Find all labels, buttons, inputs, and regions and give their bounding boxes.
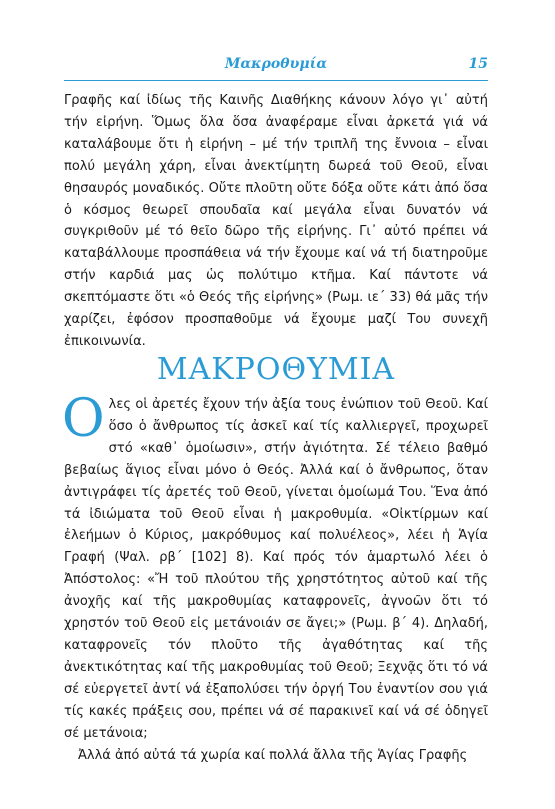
page-number: 15 — [468, 56, 488, 72]
chapter-title: ΜΑΚΡΟΘΥΜΙΑ — [156, 352, 396, 387]
continued-paragraph — [64, 90, 488, 353]
drop-cap-letter: Ο — [62, 389, 105, 449]
running-header — [64, 52, 488, 81]
paragraph-text: Γραφῆς καί ἰδίως τῆς Καινῆς Διαθήκης κάνουν λόγο γι᾽ αὐτή τήν εἰρήνη. Ὅμως ὅλα ὅσα ἀναφέραμε εἶναι ἀρκετά γιά νά καταλάβουμε ὅτι ἡ εἰρήνη – μέ τήν τριπλῆ της ἔννοια – εἶναι πολύ μεγάλη χάρη, εἶναι ἀνεκτίμητη δωρεά τοῦ Θεοῦ, εἶναι θησαυρός μοναδικός. Οὔτε πλοῦτη οὔτε δόξα οὔτε κάτι ἀπό ὅσα ὁ κόσμος θεωρεῖ σπουδαῖα καί μεγάλα εἶναι δυνατόν νά συγκριθοῦν μέ τό θεῖο δῶρο τῆς εἰρήνης. Γι᾽ αὐτό πρέπει νά καταβάλλουμε προσπάθεια νά τήν ἔχουμε καί νά τή διατηροῦμε στήν καρδιά μας ὡς πολύτιμο κτῆμα. Καί πάντοτε νά σκεπτόμαστε ὅτι «ὁ Θεός τῆς εἰρήνης» (Ρωμ. ιε΄ 33) θά μᾶς τήν χαρίζει, ἐφόσον προσπαθοῦμε νά ἔχουμε μαζί Του συνεχῆ ἐπικοινωνία. — [64, 93, 488, 349]
next-paragraph-start: Ἀλλά ἀπό αὐτά τά χωρία καί πολλά ἄλλα τῆς Ἁγίας Γραφῆς — [78, 747, 468, 763]
chapter-body — [62, 389, 488, 766]
opening-paragraph — [62, 389, 488, 745]
header-title: Μακροθυμία — [224, 56, 328, 72]
opening-paragraph-text: λες οἱ ἀρετές ἔχουν τήν ἀξία τους ἐνώπιον τοῦ Θεοῦ. Καί ὅσο ὁ ἄνθρωπος τίς ἀσκεῖ καί τίς καλλιεργεῖ, προχωρεῖ στό «καθ᾽ ὁμοίωσιν», στήν ἁγιότητα. Σέ τέλειο βαθμό βεβαίως ἅγιος εἶναι μόνο ὁ Θεός. Ἀλλά καί ὁ ἄνθρωπος, ὅταν ἀντιγράφει τίς ἀρετές τοῦ Θεοῦ, γίνεται ὁμοίωμά Του. Ἕνα ἀπό τά ἰδιώματα τοῦ Θεοῦ εἶναι ἡ μακροθυμία. «Οἰκτίρμων καί ἐλεήμων ὁ Κύριος, μακρόθυμος καί πολυέλεος», λέει ἡ Ἁγία Γραφή (Ψαλ. ρβ΄ [102] 8). Καί πρός τόν ἁμαρτωλό λέει ὁ Ἀπόστολος: «Ἤ τοῦ πλούτου τῆς χρηστότητος αὐτοῦ καί τῆς ἀνοχῆς καί τῆς μακροθυμίας καταφρονεῖς, ἀγνοῶν ὅτι τό χρηστόν τοῦ Θεοῦ εἰς μετάνοιάν σε ἄγει;» (Ρωμ. β΄ 4). Δηλαδή, καταφρονεῖς τόν πλοῦτο τῆς ἀγαθότητας καί τῆς ἀνεκτικότητας καί τῆς μακροθυμίας τοῦ Θεοῦ; Ξεχνᾷς ὅτι τό νά σέ εὐεργετεῖ ἀντί νά ἐξαπολύσει τήν ὀργή Του ἐναντίον σου γιά τίς κακές πράξεις σου, πρέπει νά σέ παρακινεῖ καί νά σέ ὁδηγεῖ σέ μετάνοια; — [64, 397, 488, 741]
